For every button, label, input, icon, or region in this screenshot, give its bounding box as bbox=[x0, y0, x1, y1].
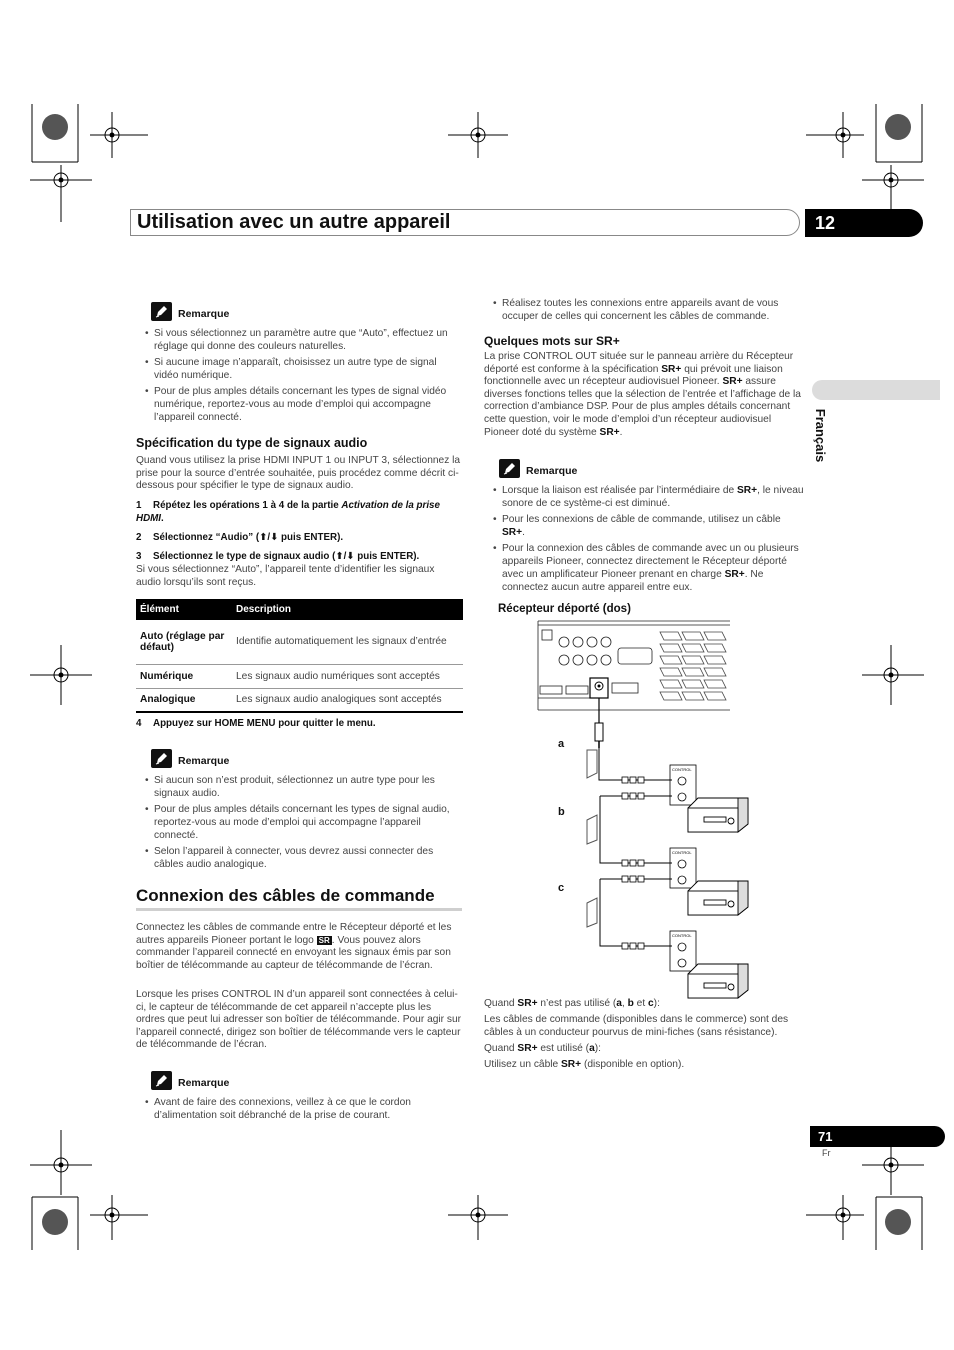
list-item: • Pour les connexions de câble de commande, utilisez un câble SR+. bbox=[493, 513, 806, 539]
list-item: • Selon l’appareil à connecter, vous devrez aussi connecter des câbles audio analogique. bbox=[145, 845, 463, 871]
note-icon bbox=[499, 459, 520, 478]
paragraph: Connectez les câbles de commande entre le Récepteur déporté et les autres appareils Pioneer portant le logo SR . Vous pouvez alors commander l’appareil connecté en envoyant les signaux émis par son boîtier de télécommande au capteur de télécommande de l’écran. bbox=[136, 922, 452, 971]
list-item: • Si aucun son n’est produit, sélectionnez un autre type pour les signaux audio. bbox=[145, 774, 463, 800]
control-label: CONTROL bbox=[672, 933, 692, 938]
step-4: 4 Appuyez sur HOME MENU pour quitter le menu. bbox=[136, 718, 376, 729]
diagram-title: Récepteur déporté (dos) bbox=[498, 603, 631, 615]
table-cell: Auto (réglage par défaut) bbox=[136, 620, 232, 664]
table-row bbox=[136, 688, 463, 712]
control-label: CONTROL bbox=[672, 850, 692, 855]
note-icon bbox=[151, 302, 172, 321]
paragraph: Quand SR+ est utilisé (a): bbox=[484, 1043, 601, 1054]
note-label: Remarque bbox=[178, 308, 230, 320]
chapter-number: 12 bbox=[805, 209, 923, 237]
note-label: Remarque bbox=[526, 465, 578, 477]
language-label-box bbox=[813, 406, 836, 466]
list-item: • Pour la connexion des câbles de commande avec un ou plusieurs appareils Pioneer, connectez directement le Récepteur déporté avec un amplificateur Pioneer prenant en charge SR+. Ne connectez aucun autre appareil entre eux. bbox=[493, 542, 806, 594]
step-3-description: Si vous sélectionnez “Auto”, l’appareil tente d’identifier les signaux audio lorsqu’ils sont reçus. bbox=[136, 564, 435, 588]
column-header: Élément bbox=[136, 599, 232, 620]
step-2: 2 Sélectionnez “Audio” (⬆/⬇ puis ENTER). bbox=[136, 532, 344, 543]
section-heading: Quelques mots sur SR+ bbox=[484, 334, 620, 348]
paragraph: Utilisez un câble SR+ (disponible en option). bbox=[484, 1059, 685, 1070]
top-list bbox=[493, 297, 806, 326]
table-cell: Les signaux audio analogiques sont acceptés bbox=[232, 688, 463, 712]
note-list bbox=[145, 1096, 463, 1125]
table-header-row bbox=[136, 599, 463, 620]
note-list bbox=[493, 484, 806, 597]
note-list bbox=[145, 327, 463, 427]
paragraph: Quand vous utilisez la prise HDMI INPUT 1 ou INPUT 3, sélectionnez la prise pour la source d’entrée souhaitée, puis procédez comme décrit ci-dessous pour spécifier le type de signaux audio. bbox=[136, 455, 461, 492]
list-item: • Pour de plus amples détails concernant les types de signal audio, reportez-vous au mode d’emploi qui accompagne l’appareil connecté. bbox=[145, 803, 463, 842]
list-item: • Pour de plus amples détails concernant les types de signal vidéo numérique, reportez-vous au mode d’emploi qui accompagne l’appareil connecté. bbox=[145, 385, 463, 424]
control-label: CONTROL bbox=[672, 767, 692, 772]
paragraph: Les câbles de commande (disponibles dans le commerce) sont des câbles à un conducteur pourvus de mini-fiches (sans résistance). bbox=[484, 1014, 789, 1038]
list-item: • Lorsque la liaison est réalisée par l’intermédiaire de SR+, le niveau sonore de ce système-ci est diminué. bbox=[493, 484, 806, 510]
language-code: Fr bbox=[822, 1148, 831, 1158]
diagram-label-a: a bbox=[558, 738, 565, 750]
paragraph: Lorsque les prises CONTROL IN d’un appareil sont connectées à celui-ci, le capteur de télécommande de cet appareil n’accepte plus les ordres que peut lui adresser son boîtier de télécommande. Pour agir sur l’appareil connecté, dirigez son boîtier de télécommande vers le capteur de télécommande de l’écran. bbox=[136, 989, 462, 1051]
diagram-label-b: b bbox=[558, 806, 565, 818]
list-item: • Avant de faire des connexions, veillez à ce que le cordon d’alimentation soit débranché de la prise de courant. bbox=[145, 1096, 463, 1122]
paragraph: Quand SR+ n’est pas utilisé (a, b et c): bbox=[484, 998, 660, 1009]
section-rule bbox=[136, 908, 462, 911]
table-cell: Analogique bbox=[136, 688, 232, 712]
sr-logo: SR bbox=[318, 935, 330, 945]
table-cell: Numérique bbox=[136, 664, 232, 688]
table-cell: Les signaux audio numériques sont acceptés bbox=[232, 664, 463, 688]
note-label: Remarque bbox=[178, 1077, 230, 1089]
chapter-title: Utilisation avec un autre appareil bbox=[137, 211, 451, 233]
section-heading: Spécification du type de signaux audio bbox=[136, 436, 368, 450]
language-label: Français bbox=[813, 408, 829, 463]
table-row bbox=[136, 620, 463, 664]
audio-type-table bbox=[136, 599, 463, 713]
section-title: Connexion des câbles de commande bbox=[136, 886, 435, 905]
note-icon bbox=[151, 749, 172, 768]
list-item: • Réalisez toutes les connexions entre appareils avant de vous occuper de celles qui concernent les câbles de commande. bbox=[493, 297, 806, 323]
paragraph: La prise CONTROL OUT située sur le panneau arrière du Récepteur déporté est conforme à la spécification SR+ qui prévoit une liaison fonctionnelle avec un récepteur audiovisuel Pioneer. SR+ assure diverses fonctions telles que la sélection de l’entrée et l’affichage de la correction d’ambiance DSP. Pour de plus amples détails concernant cette question, voir le mode d’emploi d’un récepteur audiovisuel Pioneer doté du système SR+. bbox=[484, 351, 801, 438]
list-item: • Si vous sélectionnez un paramètre autre que “Auto”, effectuez un réglage qui donne des couleurs naturelles. bbox=[145, 327, 463, 353]
page-number: 71 bbox=[810, 1126, 945, 1147]
note-icon bbox=[151, 1071, 172, 1090]
column-header: Description bbox=[232, 599, 463, 620]
list-item: • Si aucune image n’apparaît, choisissez un autre type de signal vidéo numérique. bbox=[145, 356, 463, 382]
diagram-label-c: c bbox=[558, 882, 565, 894]
language-tab bbox=[812, 380, 940, 400]
step-3: 3 Sélectionnez le type de signaux audio (⬆/⬇ puis ENTER). bbox=[136, 551, 420, 562]
table-cell: Identifie automatiquement les signaux d’entrée bbox=[232, 620, 463, 664]
note-list bbox=[145, 774, 463, 874]
step-1: 1 Répétez les opérations 1 à 4 de la partie Activation de la prise HDMI. bbox=[136, 500, 440, 524]
table-row bbox=[136, 664, 463, 688]
note-label: Remarque bbox=[178, 755, 230, 767]
